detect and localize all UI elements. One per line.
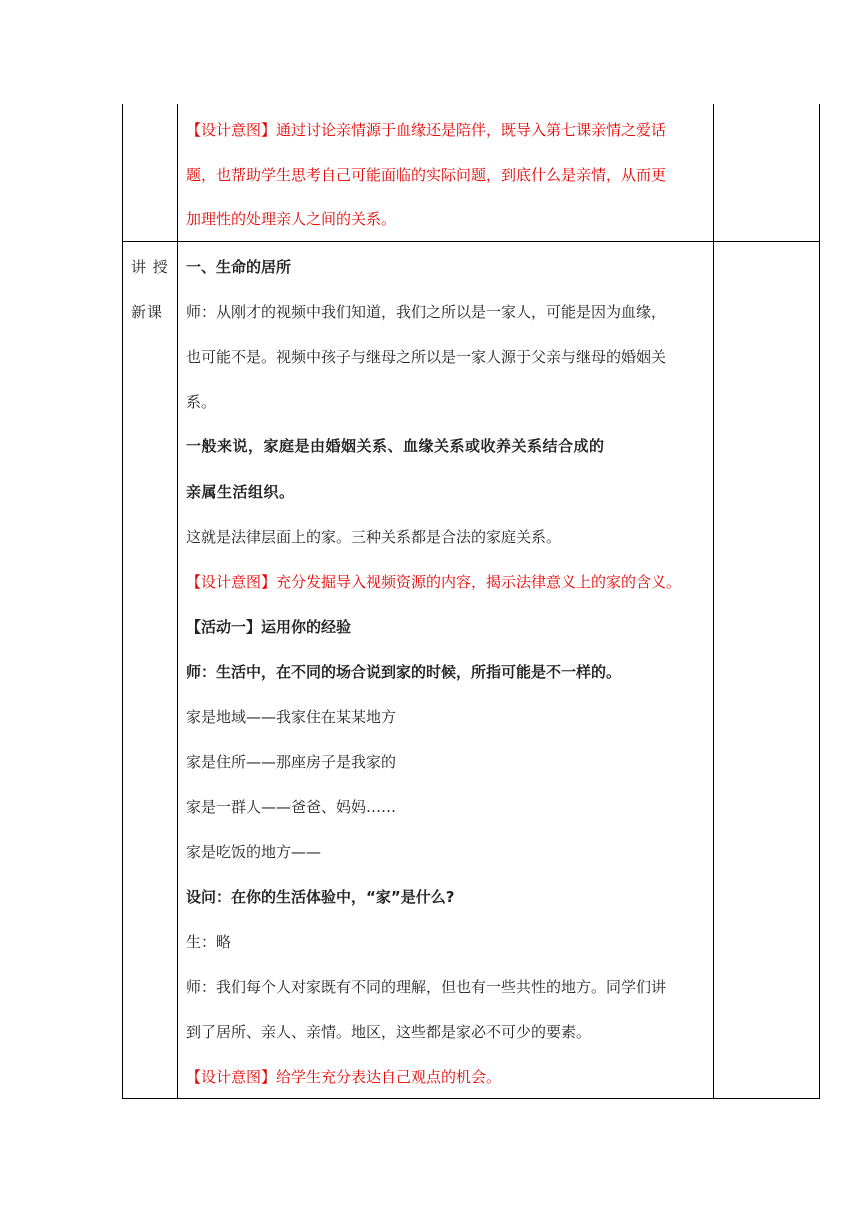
teacher-intro-line1: 师：从刚才的视频中我们知道，我们之所以是一家人，可能是因为血缘， bbox=[186, 303, 667, 321]
design-intent-2 bbox=[186, 572, 681, 592]
design-intent-tag: 【设计意图】 bbox=[186, 121, 277, 139]
definition-line1: 一般来说，家庭是由婚姻关系、血缘关系或收养关系结合成的 bbox=[186, 437, 605, 455]
design-intent-text: 通过讨论亲情源于血缘还是陪伴，既导入第七课亲情之爱话 bbox=[276, 121, 667, 139]
teacher-intro-line2: 也可能不是。视频中孩子与继母之所以是一家人源于父亲与继母的婚姻关 bbox=[186, 348, 667, 366]
design-intent-1-line1 bbox=[186, 120, 666, 140]
legal-note: 这就是法律层面上的家。三种关系都是合法的家庭关系。 bbox=[186, 528, 562, 546]
example-3: 家是一群人——爸爸、妈妈…… bbox=[186, 798, 397, 816]
activity-title: 【活动一】运用你的经验 bbox=[186, 618, 352, 636]
row-label-line1: 讲 授 bbox=[131, 258, 169, 276]
design-intent-1-line3: 加理性的处理亲人之间的关系。 bbox=[186, 210, 397, 228]
teacher-prompt: 师：生活中，在不同的场合说到家的时候，所指可能是不一样的。 bbox=[186, 663, 622, 681]
table-row-divider bbox=[122, 241, 820, 242]
table-border-left bbox=[122, 104, 123, 1099]
example-4: 家是吃饭的地方—— bbox=[186, 843, 322, 861]
table-border-right bbox=[819, 104, 820, 1099]
teacher-summary-line1: 师：我们每个人对家既有不同的理解，但也有一些共性的地方。同学们讲 bbox=[186, 978, 667, 996]
design-intent-3 bbox=[186, 1067, 501, 1087]
teacher-intro-line3: 系。 bbox=[186, 393, 217, 411]
question: 设问：在你的生活体验中，“家”是什么? bbox=[186, 888, 455, 906]
design-intent-1-line2: 题，也帮助学生思考自己可能面临的实际问题，到底什么是亲情，从而更 bbox=[186, 166, 667, 184]
design-intent-tag: 【设计意图】 bbox=[186, 573, 277, 591]
design-intent-text: 充分发掘导入视频资源的内容，揭示法律意义上的家的含义。 bbox=[276, 573, 682, 591]
section-heading: 一、生命的居所 bbox=[186, 258, 292, 276]
table-border-col2 bbox=[713, 104, 714, 1099]
design-intent-text: 给学生充分表达自己观点的机会。 bbox=[276, 1068, 502, 1086]
example-2: 家是住所——那座房子是我家的 bbox=[186, 753, 397, 771]
definition-line2: 亲属生活组织。 bbox=[186, 483, 295, 501]
row-label-line2: 新课 bbox=[131, 303, 164, 321]
design-intent-tag: 【设计意图】 bbox=[186, 1068, 277, 1086]
table-border-col1 bbox=[177, 104, 178, 1099]
teacher-summary-line2: 到了居所、亲人、亲情。地区，这些都是家必不可少的要素。 bbox=[186, 1023, 592, 1041]
example-1: 家是地域——我家住在某某地方 bbox=[186, 708, 397, 726]
table-border-bottom bbox=[122, 1098, 820, 1099]
student-answer: 生：略 bbox=[186, 933, 232, 951]
